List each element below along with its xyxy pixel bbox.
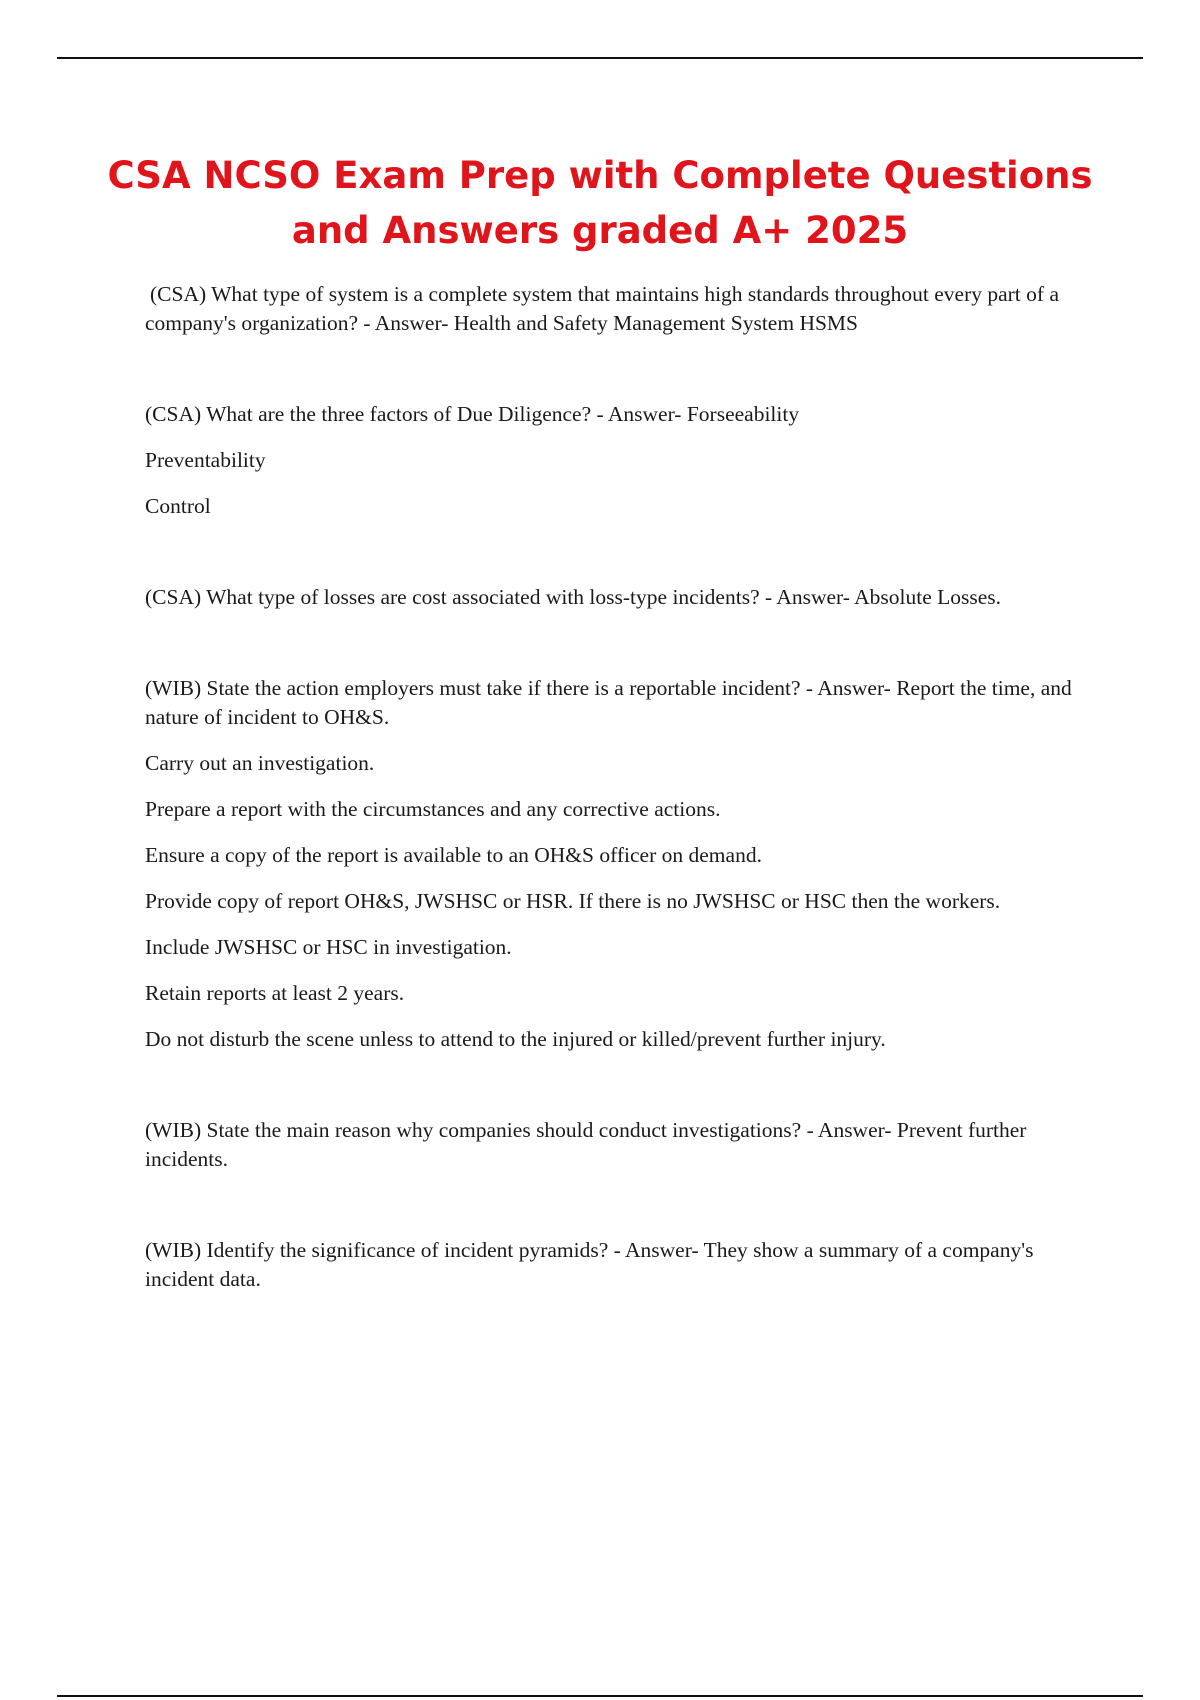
qa-line: Carry out an investigation. [145,751,375,775]
qa-item [145,1236,1095,1294]
qa-line: Retain reports at least 2 years. [145,981,405,1005]
qa-item [145,1116,1095,1174]
qa-item [145,674,1095,1054]
qa-line: Ensure a copy of the report is available to an OH&S officer on demand. [145,843,762,867]
qa-line: Include JWSHSC or HSC in investigation. [145,935,512,959]
top-rule [57,57,1143,59]
qa-line: (WIB) State the main reason why companies should conduct investigations? - Answer- Prevent further incidents. [145,1118,1027,1171]
qa-line: Preventability [145,448,266,472]
qa-line: Prepare a report with the circumstances and any corrective actions. [145,797,721,821]
bottom-rule [57,1695,1143,1697]
page-title: CSA NCSO Exam Prep with Complete Questions and Answers graded A+ 2025 [107,154,1093,252]
qa-line: (WIB) State the action employers must take if there is a reportable incident? - Answer- Report the time, and nature of incident to OH&S. [145,676,1072,729]
qa-line: Provide copy of report OH&S, JWSHSC or HSR. If there is no JWSHSC or HSC then the workers. [145,889,1001,913]
qa-line: Do not disturb the scene unless to attend to the injured or killed/prevent further injury. [145,1027,886,1051]
qa-line: (CSA) What type of losses are cost associated with loss-type incidents? - Answer- Absolute Losses. [145,585,1002,609]
qa-line: (CSA) What are the three factors of Due Diligence? - Answer- Forseeability [145,402,800,426]
qa-line: (CSA) What type of system is a complete system that maintains high standards throughout every part of a company's organization? - Answer- Health and Safety Management System HSMS [145,282,1059,335]
qa-item [145,400,1095,521]
qa-line: (WIB) Identify the significance of incident pyramids? - Answer- They show a summary of a company's incident data. [145,1238,1034,1291]
qa-item [145,280,1095,338]
qa-item [145,583,1095,612]
document-body [145,280,1095,1294]
qa-line: Control [145,494,211,518]
